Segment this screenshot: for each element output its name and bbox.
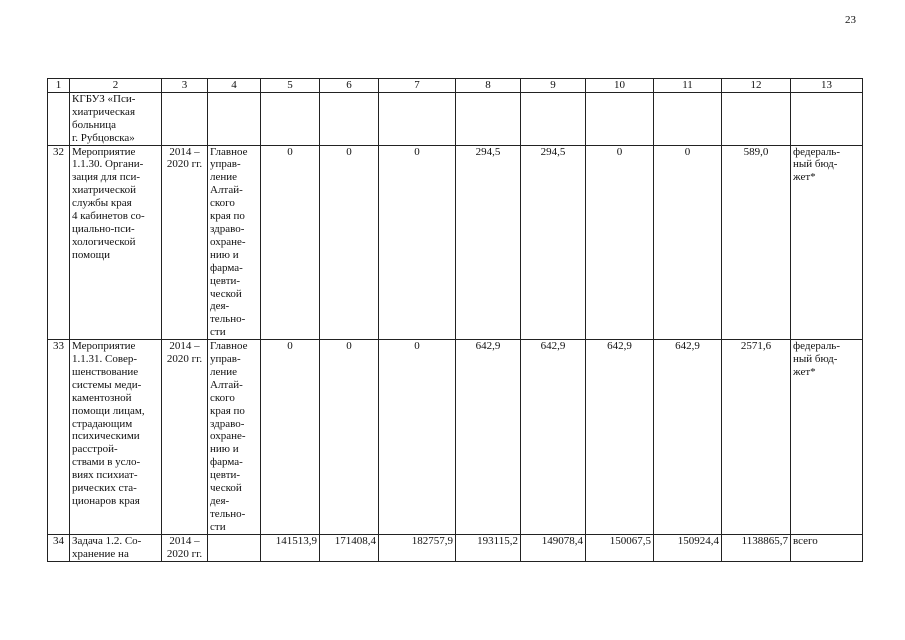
value-cell: 150924,4 (654, 534, 722, 561)
table-row (48, 92, 863, 145)
value-cell: 193115,2 (456, 534, 521, 561)
value-cell (320, 92, 379, 145)
column-header: 12 (722, 79, 791, 93)
row-number-cell (48, 92, 70, 145)
column-header: 8 (456, 79, 521, 93)
column-header: 1 (48, 79, 70, 93)
executor-cell (208, 92, 261, 145)
program-activities-table (47, 78, 863, 562)
value-cell: 0 (654, 145, 722, 340)
column-header: 4 (208, 79, 261, 93)
total-value-cell (722, 92, 791, 145)
column-header: 2 (70, 79, 162, 93)
activity-name-cell: Мероприятие 1.1.31. Совер- шенствование системы меди- каментозной помощи лицам, страдающим психическими расстрой- ствами в усло- виях психиат- рических ста- ционаров края (70, 340, 162, 535)
value-cell: 0 (261, 340, 320, 535)
row-number-cell: 33 (48, 340, 70, 535)
value-cell: 642,9 (456, 340, 521, 535)
total-value-cell: 2571,6 (722, 340, 791, 535)
row-number-cell: 32 (48, 145, 70, 340)
funding-source-cell: всего (791, 534, 863, 561)
activity-name-cell: КГБУЗ «Пси- хиатрическая больница г. Рубцовска» (70, 92, 162, 145)
value-cell: 171408,4 (320, 534, 379, 561)
table-row (48, 534, 863, 561)
value-cell (654, 92, 722, 145)
column-header: 5 (261, 79, 320, 93)
value-cell: 0 (320, 145, 379, 340)
value-cell (261, 92, 320, 145)
column-header: 13 (791, 79, 863, 93)
value-cell: 0 (379, 145, 456, 340)
value-cell: 294,5 (521, 145, 586, 340)
value-cell: 141513,9 (261, 534, 320, 561)
value-cell: 0 (379, 340, 456, 535)
value-cell: 0 (586, 145, 654, 340)
table-row (48, 340, 863, 535)
value-cell: 0 (320, 340, 379, 535)
value-cell: 642,9 (521, 340, 586, 535)
funding-source-cell: федераль- ный бюд- жет* (791, 145, 863, 340)
column-header: 10 (586, 79, 654, 93)
value-cell: 149078,4 (521, 534, 586, 561)
value-cell: 0 (261, 145, 320, 340)
value-cell: 642,9 (654, 340, 722, 535)
value-cell: 182757,9 (379, 534, 456, 561)
period-cell: 2014 – 2020 гг. (162, 145, 208, 340)
column-header: 7 (379, 79, 456, 93)
value-cell (586, 92, 654, 145)
period-cell: 2014 – 2020 гг. (162, 534, 208, 561)
executor-cell: Главное управ- ление Алтай- ского края по здраво- охране- нию и фарма- цевти- ческой дея- тельно- сти (208, 340, 261, 535)
page-number: 23 (845, 14, 856, 26)
period-cell: 2014 – 2020 гг. (162, 340, 208, 535)
activity-name-cell: Задача 1.2. Со- хранение на (70, 534, 162, 561)
value-cell: 294,5 (456, 145, 521, 340)
executor-cell (208, 534, 261, 561)
row-number-cell: 34 (48, 534, 70, 561)
column-header: 6 (320, 79, 379, 93)
column-header: 3 (162, 79, 208, 93)
funding-source-cell (791, 92, 863, 145)
funding-source-cell: федераль- ный бюд- жет* (791, 340, 863, 535)
period-cell (162, 92, 208, 145)
column-number-row (48, 79, 863, 93)
column-header: 9 (521, 79, 586, 93)
value-cell (521, 92, 586, 145)
value-cell (379, 92, 456, 145)
executor-cell: Главное управ- ление Алтай- ского края по здраво- охране- нию и фарма- цевти- ческой дея- тельно- сти (208, 145, 261, 340)
value-cell: 150067,5 (586, 534, 654, 561)
value-cell: 642,9 (586, 340, 654, 535)
value-cell (456, 92, 521, 145)
total-value-cell: 589,0 (722, 145, 791, 340)
activity-name-cell: Мероприятие 1.1.30. Органи- зация для пси- хиатрической службы края 4 кабинетов со- циально-пси- хологической помощи (70, 145, 162, 340)
total-value-cell: 1138865,7 (722, 534, 791, 561)
table-row (48, 145, 863, 340)
column-header: 11 (654, 79, 722, 93)
